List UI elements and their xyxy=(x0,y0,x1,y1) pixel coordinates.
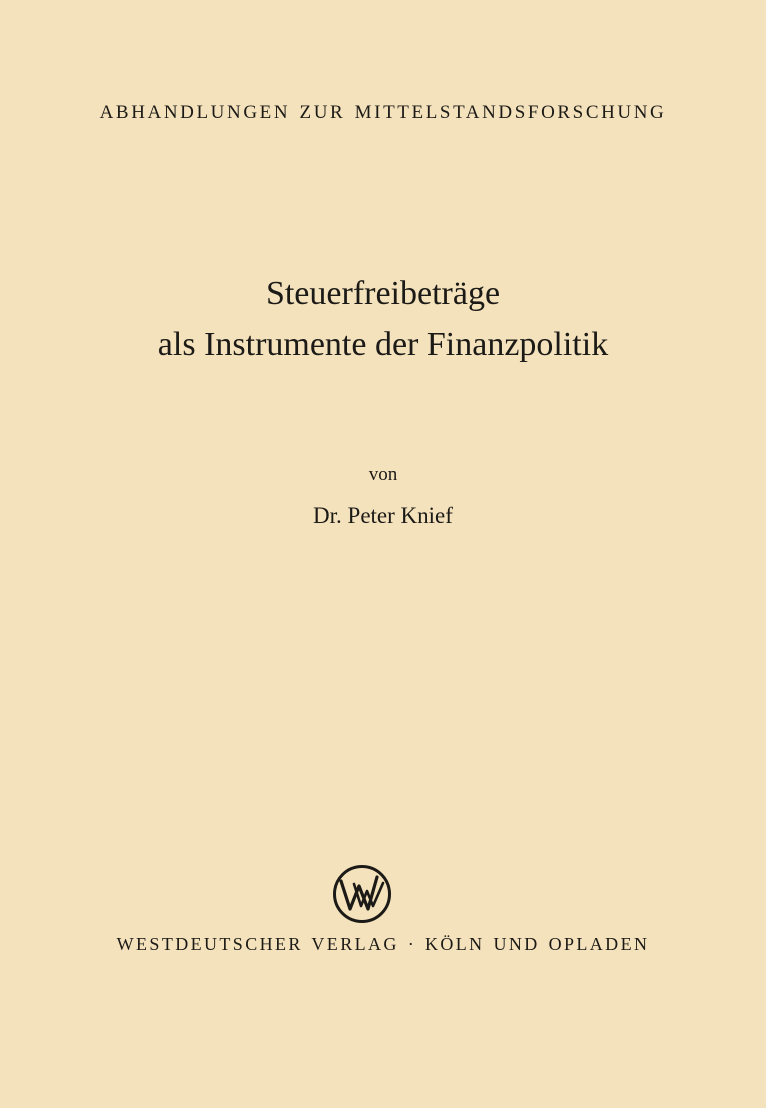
author-name: Dr. Peter Knief xyxy=(313,503,453,528)
series-title: ABHANDLUNGEN ZUR MITTELSTANDSFORSCHUNG xyxy=(99,102,667,123)
book-title xyxy=(0,268,766,370)
publisher-logo-icon xyxy=(332,864,392,924)
publisher-line: WESTDEUTSCHER VERLAG · KÖLN UND OPLADEN xyxy=(116,934,650,954)
book-title-line-2: als Instrumente der Finanzpolitik xyxy=(157,326,609,363)
by-label: von xyxy=(368,464,398,485)
book-title-line-1: Steuerfreibeträge xyxy=(265,275,501,312)
